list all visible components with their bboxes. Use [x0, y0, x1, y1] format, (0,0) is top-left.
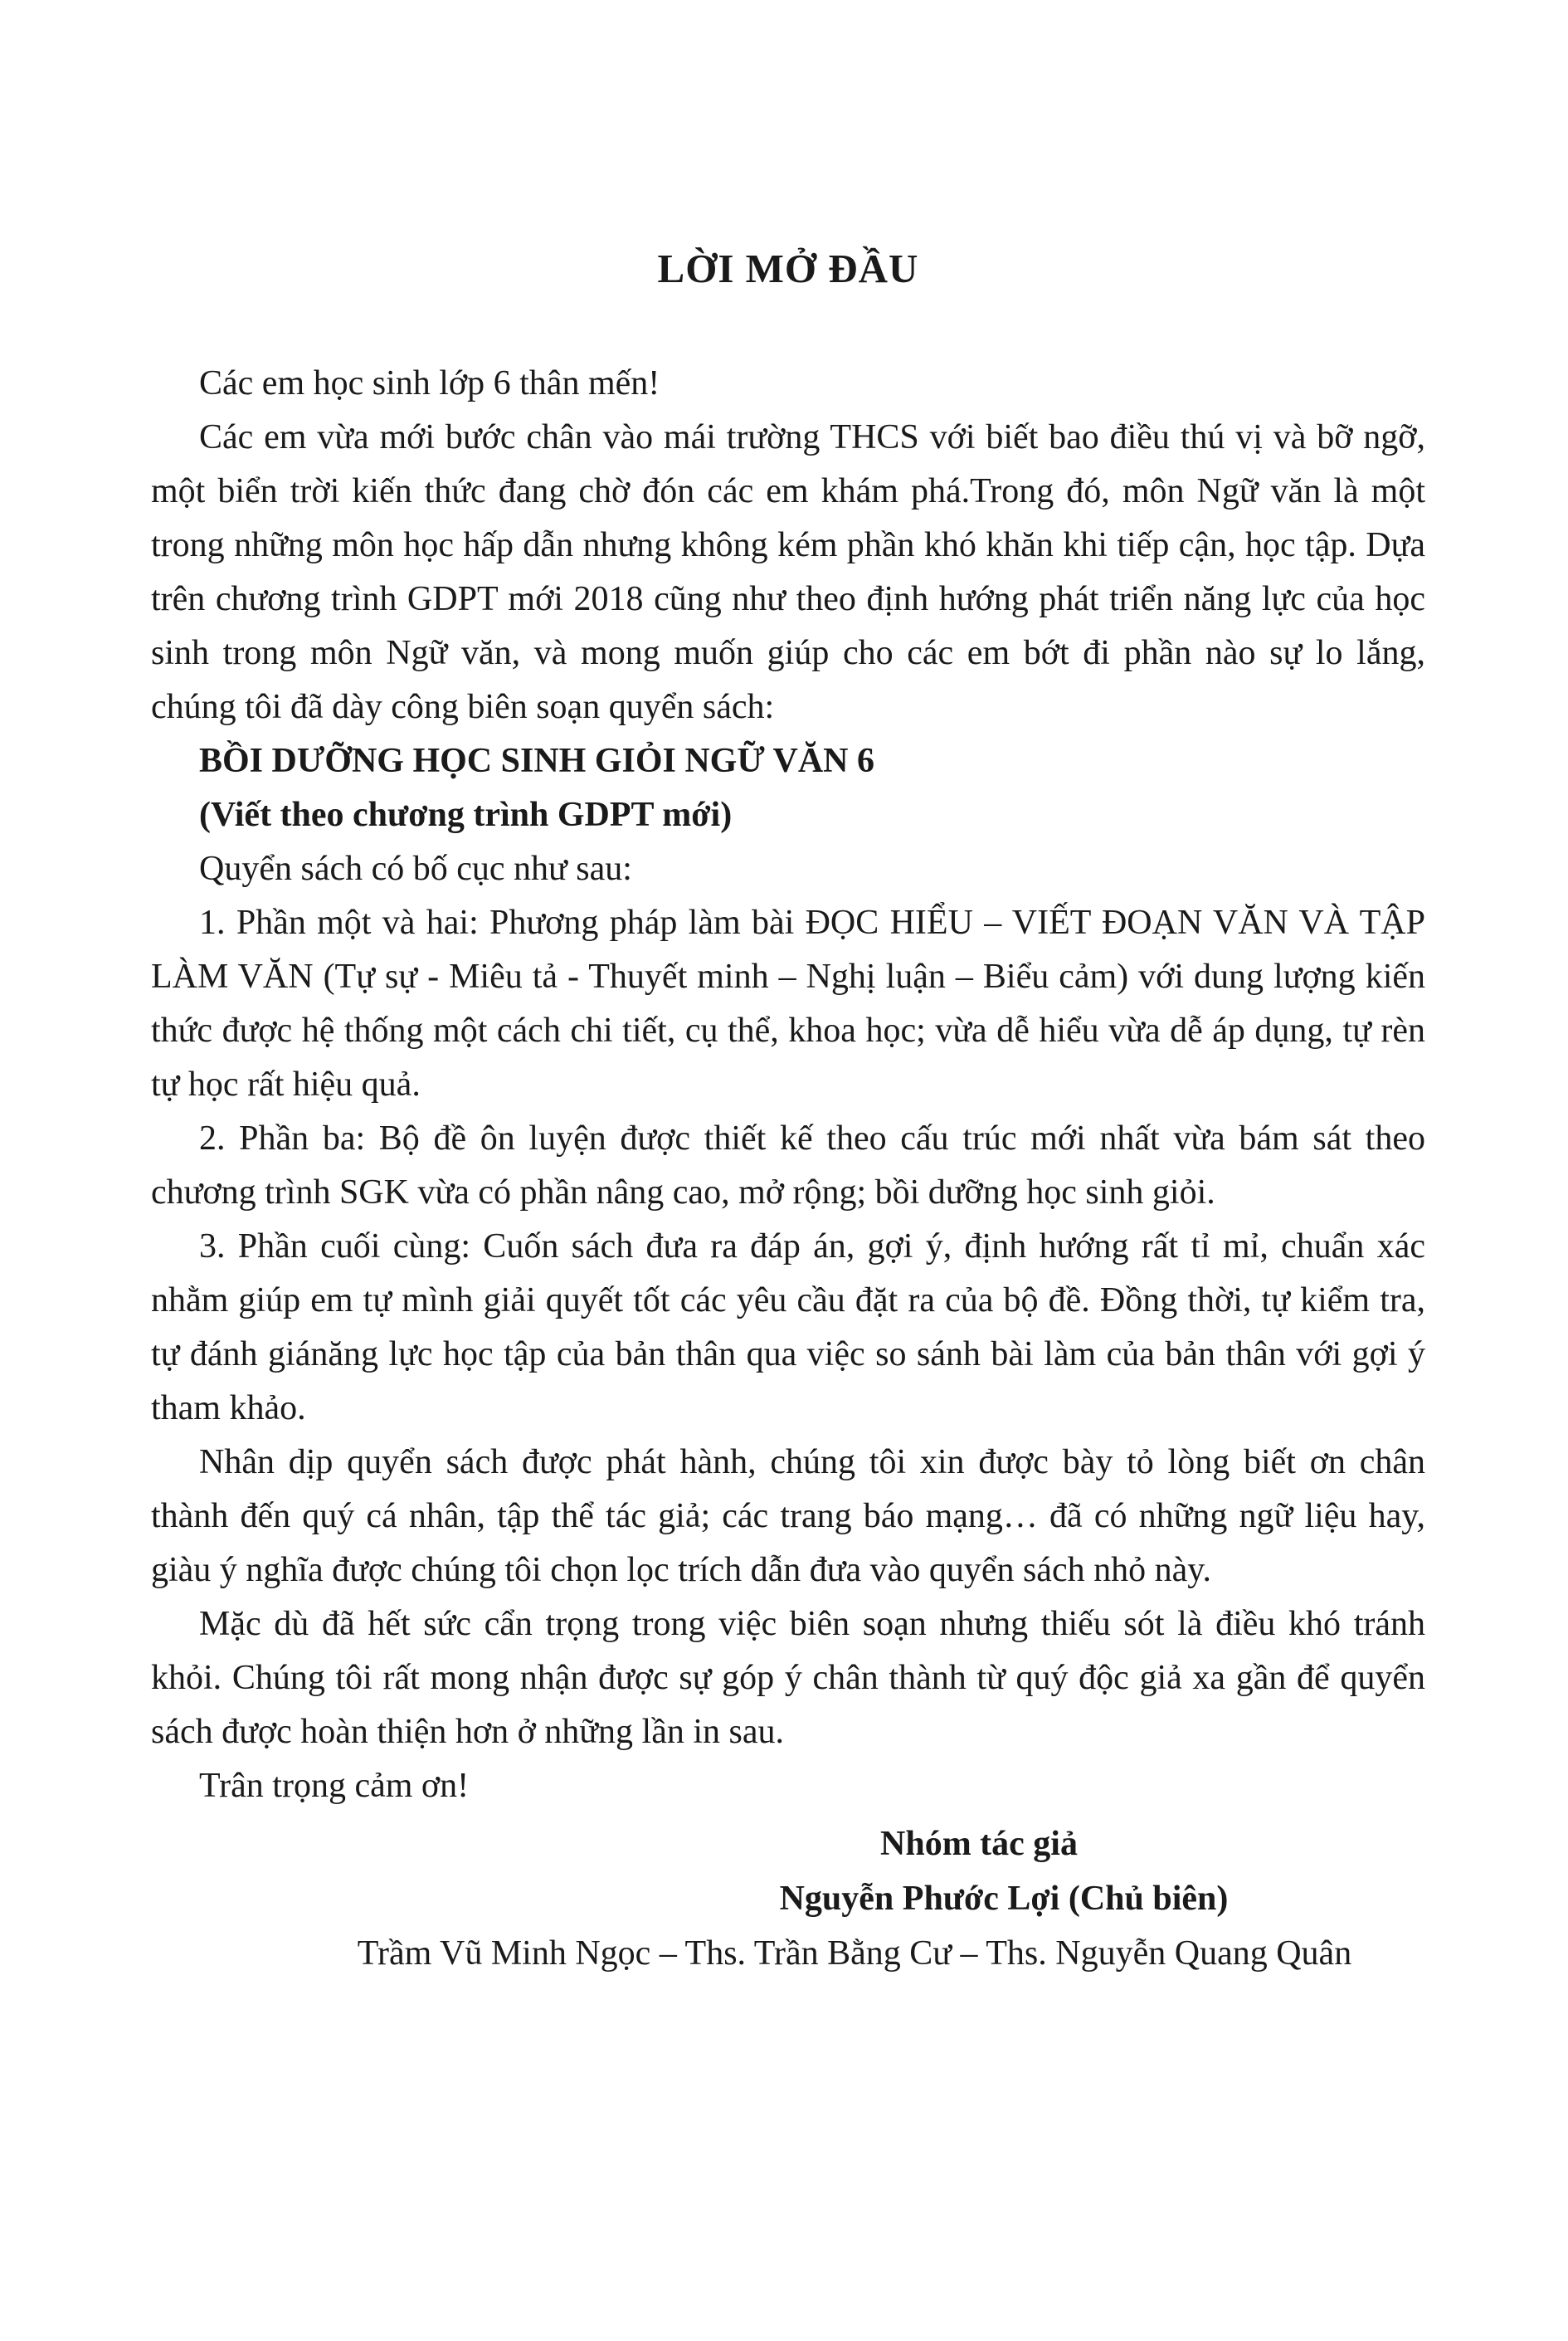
paragraph-apology: Mặc dù đã hết sức cẩn trọng trong việc biên soạn nhưng thiếu sót là điều khó tránh khỏi. Chúng tôi rất mong nhận được sự góp ý chân thành từ quý độc giả xa gần để quyển sách được hoàn thiện hơn ở những lần in sau.	[151, 1605, 1425, 1751]
paragraph-thanks: Trân trọng cảm ơn!	[199, 1767, 470, 1805]
paragraph-part-final: 3. Phần cuối cùng: Cuốn sách đưa ra đáp án, gợi ý, định hướng rất tỉ mỉ, chuẩn xác nhằm giúp em tự mình giải quyết tốt các yêu cầu đặt ra của bộ đề. Đồng thời, tự kiểm tra, tự đánh giánăng lực học tập của bản thân qua việc so sánh bài làm của bản thân với gợi ý tham khảo.	[151, 1227, 1425, 1427]
signature-authors: Trầm Vũ Minh Ngọc – Ths. Trần Bằng Cư – Ths. Nguyễn Quang Quân	[357, 1934, 1352, 1973]
paragraph-part-3: 2. Phần ba: Bộ đề ôn luyện được thiết kế theo cấu trúc mới nhất vừa bám sát theo chương trình SGK vừa có phần nâng cao, mở rộng; bồi dưỡng học sinh giỏi.	[151, 1119, 1425, 1212]
paragraph-acknowledgement: Nhân dịp quyển sách được phát hành, chúng tôi xin được bày tỏ lòng biết ơn chân thành đến quý cá nhân, tập thể tác giả; các trang báo mạng… đã có những ngữ liệu hay, giàu ý nghĩa được chúng tôi chọn lọc trích dẫn đưa vào quyển sách nhỏ này.	[151, 1443, 1425, 1589]
paragraph-part-1-2: 1. Phần một và hai: Phương pháp làm bài ĐỌC HIỂU – VIẾT ĐOẠN VĂN VÀ TẬP LÀM VĂN (Tự sự - Miêu tả - Thuyết minh – Nghị luận – Biểu cảm) với dung lượng kiến thức được hệ thống một cách chi tiết, cụ thể, khoa học; vừa dễ hiểu vừa dễ áp dụng, tự rèn tự học rất hiệu quả.	[151, 904, 1425, 1104]
signature-group-name: Nhóm tác giả	[880, 1825, 1078, 1863]
paragraph-greeting: Các em học sinh lớp 6 thân mến!	[199, 364, 660, 402]
paragraph-intro: Các em vừa mới bước chân vào mái trường THCS với biết bao điều thú vị và bỡ ngỡ, một biển trời kiến thức đang chờ đón các em khám phá.Trong đó, môn Ngữ văn là một trong những môn học hấp dẫn nhưng không kém phần khó khăn khi tiếp cận, học tập. Dựa trên chương trình GDPT mới 2018 cũng như theo định hướng phát triển năng lực của học sinh trong môn Ngữ văn, và mong muốn giúp cho các em bớt đi phần nào sự lo lắng, chúng tôi đã dày công biên soạn quyển sách:	[151, 418, 1425, 726]
book-subtitle: (Viết theo chương trình GDPT mới)	[199, 796, 733, 834]
signature-block	[151, 1817, 1425, 1981]
page-title: LỜI MỞ ĐẦU	[657, 246, 919, 291]
signature-chief-editor: Nguyễn Phước Lợi (Chủ biên)	[779, 1880, 1229, 1918]
paragraph-structure-intro: Quyển sách có bố cục như sau:	[199, 850, 632, 888]
book-title: BỒI DƯỠNG HỌC SINH GIỎI NGỮ VĂN 6	[199, 742, 875, 780]
